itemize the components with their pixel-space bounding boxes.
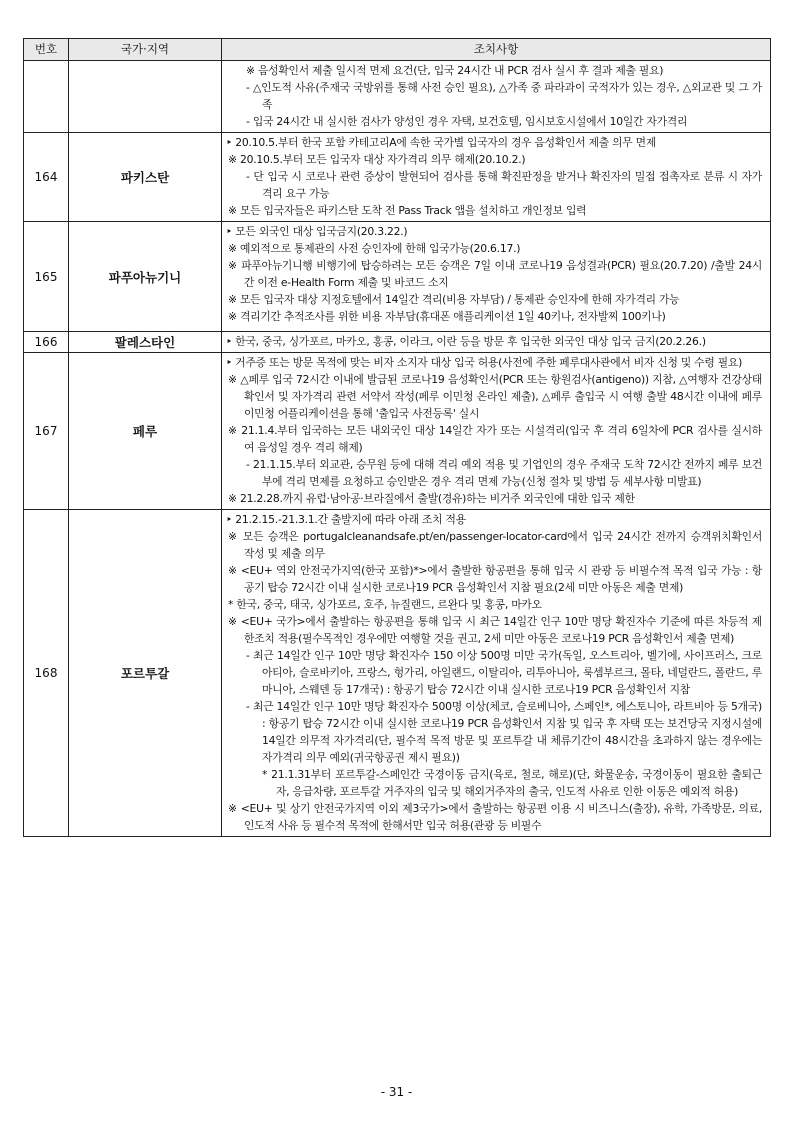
table-row bbox=[24, 133, 771, 222]
country-name: 팔레스타인 bbox=[69, 332, 222, 353]
measure-line: - 단 입국 시 코로나 관련 증상이 발현되어 검사를 통해 확진판정을 받거나 확진자의 밀접 접촉자로 분류 시 자가 격리 요구 가능 bbox=[246, 170, 762, 200]
header-no: 번호 bbox=[24, 39, 69, 61]
measure-line: ‣ 20.10.5.부터 한국 포함 카테고리A에 속한 국가별 입국자의 경우 음성확인서 제출 의무 면제 bbox=[226, 136, 657, 149]
measure-line: * 21.1.31부터 포르투갈-스페인간 국경이동 금지(육로, 철로, 해로)(단, 화물운송, 국경이동이 필요한 출퇴근자, 응급차량, 포르투갈 거주자의 입국 및 해외거주자의 출국, 인도적 사유로 인한 이동은 예외적 허용) bbox=[262, 768, 762, 798]
measure-line: * 한국, 중국, 태국, 싱가포르, 호주, 뉴질랜드, 르완다 및 홍콩, 마카오 bbox=[228, 598, 542, 611]
measure-line: - △인도적 사유(주재국 국방위를 통해 사전 승인 필요), △가족 중 파라과이 국적자가 있는 경우, △외교관 및 그 가족 bbox=[246, 81, 762, 111]
row-number bbox=[24, 61, 69, 133]
measure-line: ※ 모든 입국자 대상 지정호텔에서 14일간 격리(비용 자부담) / 통제관 승인자에 한해 자가격리 가능 bbox=[228, 293, 680, 306]
table-row bbox=[24, 510, 771, 837]
measure-line: ‣ 21.2.15.-21.3.1.간 출발지에 따라 아래 조치 적용 bbox=[226, 513, 466, 526]
row-number: 167 bbox=[24, 353, 69, 510]
measure-line: ※ 모든 승객은 portugalcleanandsafe.pt/en/passenger-locator-card에서 입국 24시간 전까지 승객위치확인서 작성 및 제출 의무 bbox=[228, 530, 762, 560]
country-name: 파키스탄 bbox=[69, 133, 222, 222]
row-number: 168 bbox=[24, 510, 69, 837]
measure-line: - 입국 24시간 내 실시한 검사가 양성인 경우 자택, 보건호텔, 임시보호시설에서 10일간 자가격리 bbox=[246, 115, 688, 128]
country-name: 파푸아뉴기니 bbox=[69, 222, 222, 332]
row-number: 165 bbox=[24, 222, 69, 332]
measure-line: ※ 모든 입국자들은 파키스탄 도착 전 Pass Track 앱을 설치하고 개인정보 입력 bbox=[228, 204, 587, 217]
table-row bbox=[24, 353, 771, 510]
measure-line: ※ 격리기간 추적조사를 위한 비용 자부담(휴대폰 애플리케이션 1일 40키나, 전자발찌 100키나) bbox=[228, 310, 666, 323]
measures-cell bbox=[222, 133, 771, 222]
measure-line: ※ 음성확인서 제출 일시적 면제 요건(단, 입국 24시간 내 PCR 검사 실시 후 결과 제출 필요) bbox=[246, 64, 664, 77]
measure-line: ‣ 한국, 중국, 싱가포르, 마카오, 홍콩, 이라크, 이란 등을 방문 후 입국한 외국인 대상 입국 금지(20.2.26.) bbox=[226, 335, 706, 348]
measure-line: ※ 20.10.5.부터 모든 입국자 대상 자가격리 의무 해제(20.10.2.) bbox=[228, 153, 526, 166]
measures-cell bbox=[222, 353, 771, 510]
table-row bbox=[24, 61, 771, 133]
header-measures: 조치사항 bbox=[222, 39, 771, 61]
measure-line: - 최근 14일간 인구 10만 명당 확진자수 150 이상 500명 미만 국가(독일, 오스트리아, 벨기에, 사이프러스, 크로아티아, 슬로바키아, 프랑스, 헝가리, 아일랜드, 이탈리아, 리투아니아, 룩셈부르크, 몰타, 네덜란드, 폴란드, 루마니아, 스웨덴 등 17개국) : 항공기 탑승 72시간 이내 실시한 코로나19 PCR 음성확인서 지참 bbox=[246, 649, 762, 696]
table-header-row bbox=[24, 39, 771, 61]
row-number: 164 bbox=[24, 133, 69, 222]
measure-line: ※ 파푸아뉴기니행 비행기에 탑승하려는 모든 승객은 7일 이내 코로나19 음성결과(PCR) 필요(20.7.20) /출발 24시간 이전 e-Health Form 제출 및 바코드 소지 bbox=[228, 259, 762, 289]
row-number: 166 bbox=[24, 332, 69, 353]
measure-line: - 최근 14일간 인구 10만 명당 확진자수 500명 이상(체코, 슬로베니아, 스페인*, 에스토니아, 라트비아 등 5개국) : 항공기 탑승 72시간 이내 실시한 코로나19 PCR 음성확인서 지참 및 입국 후 자택 또는 보건당국 지정시설에 14일간 의무적 자가격리(단, 필수적 목적 방문 및 포르투갈 내 체류기간이 48시간을 초과하지 않는 경우에는 자가격리 의무 예외(귀국항공권 제시 필요)) bbox=[246, 700, 762, 764]
measures-cell bbox=[222, 222, 771, 332]
country-name bbox=[69, 61, 222, 133]
measure-line: ※ <EU+ 및 상기 안전국가지역 이외 제3국가>에서 출발하는 항공편 이용 시 비즈니스(출장), 유학, 가족방문, 의료, 인도적 사유 등 필수적 목적에 한해서만 입국 허용(관광 등 비필수 bbox=[228, 802, 762, 832]
measure-line: ※ 21.2.28.까지 유럽·남아공·브라질에서 출발(경유)하는 비거주 외국인에 대한 입국 제한 bbox=[228, 492, 635, 505]
measure-line: ※ <EU+ 역외 안전국가지역(한국 포함)*>에서 출발한 항공편을 통해 입국 시 관광 등 비필수적 목적 입국 가능 : 항공기 탑승 72시간 이내 실시한 코로나19 PCR 음성확인서 지참 필요(2세 미만 아동은 제출 면제) bbox=[228, 564, 762, 594]
measure-line: ※ 예외적으로 통제관의 사전 승인자에 한해 입국가능(20.6.17.) bbox=[228, 242, 521, 255]
page-number: - 31 - bbox=[380, 1085, 413, 1099]
measures-cell bbox=[222, 61, 771, 133]
country-name: 포르투갈 bbox=[69, 510, 222, 837]
measure-line: ※ 21.1.4.부터 입국하는 모든 내외국인 대상 14일간 자가 또는 시설격리(입국 후 격리 6일차에 PCR 검사를 실시하여 음성일 경우 격리 해제) bbox=[228, 424, 762, 454]
header-country: 국가·지역 bbox=[69, 39, 222, 61]
measure-line: ※ △페루 입국 72시간 이내에 발급된 코로나19 음성확인서(PCR 또는 항원검사(antigeno)) 지참, △여행자 건강상태확인서 및 자가격리 관련 서약서 작성(페루 이민청 온라인 제출), △페루 출입국 시 여행 출발 48시간 이내에 페루 이민청 어플리케이션을 통해 '출입국 사전등록' 실시 bbox=[228, 373, 762, 420]
measure-line: - 21.1.15.부터 외교관, 승무원 등에 대해 격리 예외 적용 및 기업인의 경우 주재국 도착 72시간 전까지 페루 보건부에 격리 면제를 요청하고 승인받은 경우 격리 면제 가능(신청 절차 및 방법 등 세부사항 미발표) bbox=[246, 458, 762, 488]
measures-cell bbox=[222, 510, 771, 837]
measures-cell bbox=[222, 332, 771, 353]
measure-line: ‣ 거주증 또는 방문 목적에 맞는 비자 소지자 대상 입국 허용(사전에 주한 페루대사관에서 비자 신청 및 수령 필요) bbox=[226, 356, 743, 369]
measure-line: ※ <EU+ 국가>에서 출발하는 항공편을 통해 입국 시 최근 14일간 인구 10만 명당 확진자수 기준에 따른 차등적 제한조치 적용(필수목적인 경우에만 여행할 것을 권고, 2세 미만 아동은 코로나19 PCR 음성확인서 제출 면제) bbox=[228, 615, 762, 645]
measure-line: ‣ 모든 외국인 대상 입국금지(20.3.22.) bbox=[226, 225, 408, 238]
measures-table bbox=[23, 38, 771, 837]
table-row bbox=[24, 332, 771, 353]
table-row bbox=[24, 222, 771, 332]
country-name: 페루 bbox=[69, 353, 222, 510]
